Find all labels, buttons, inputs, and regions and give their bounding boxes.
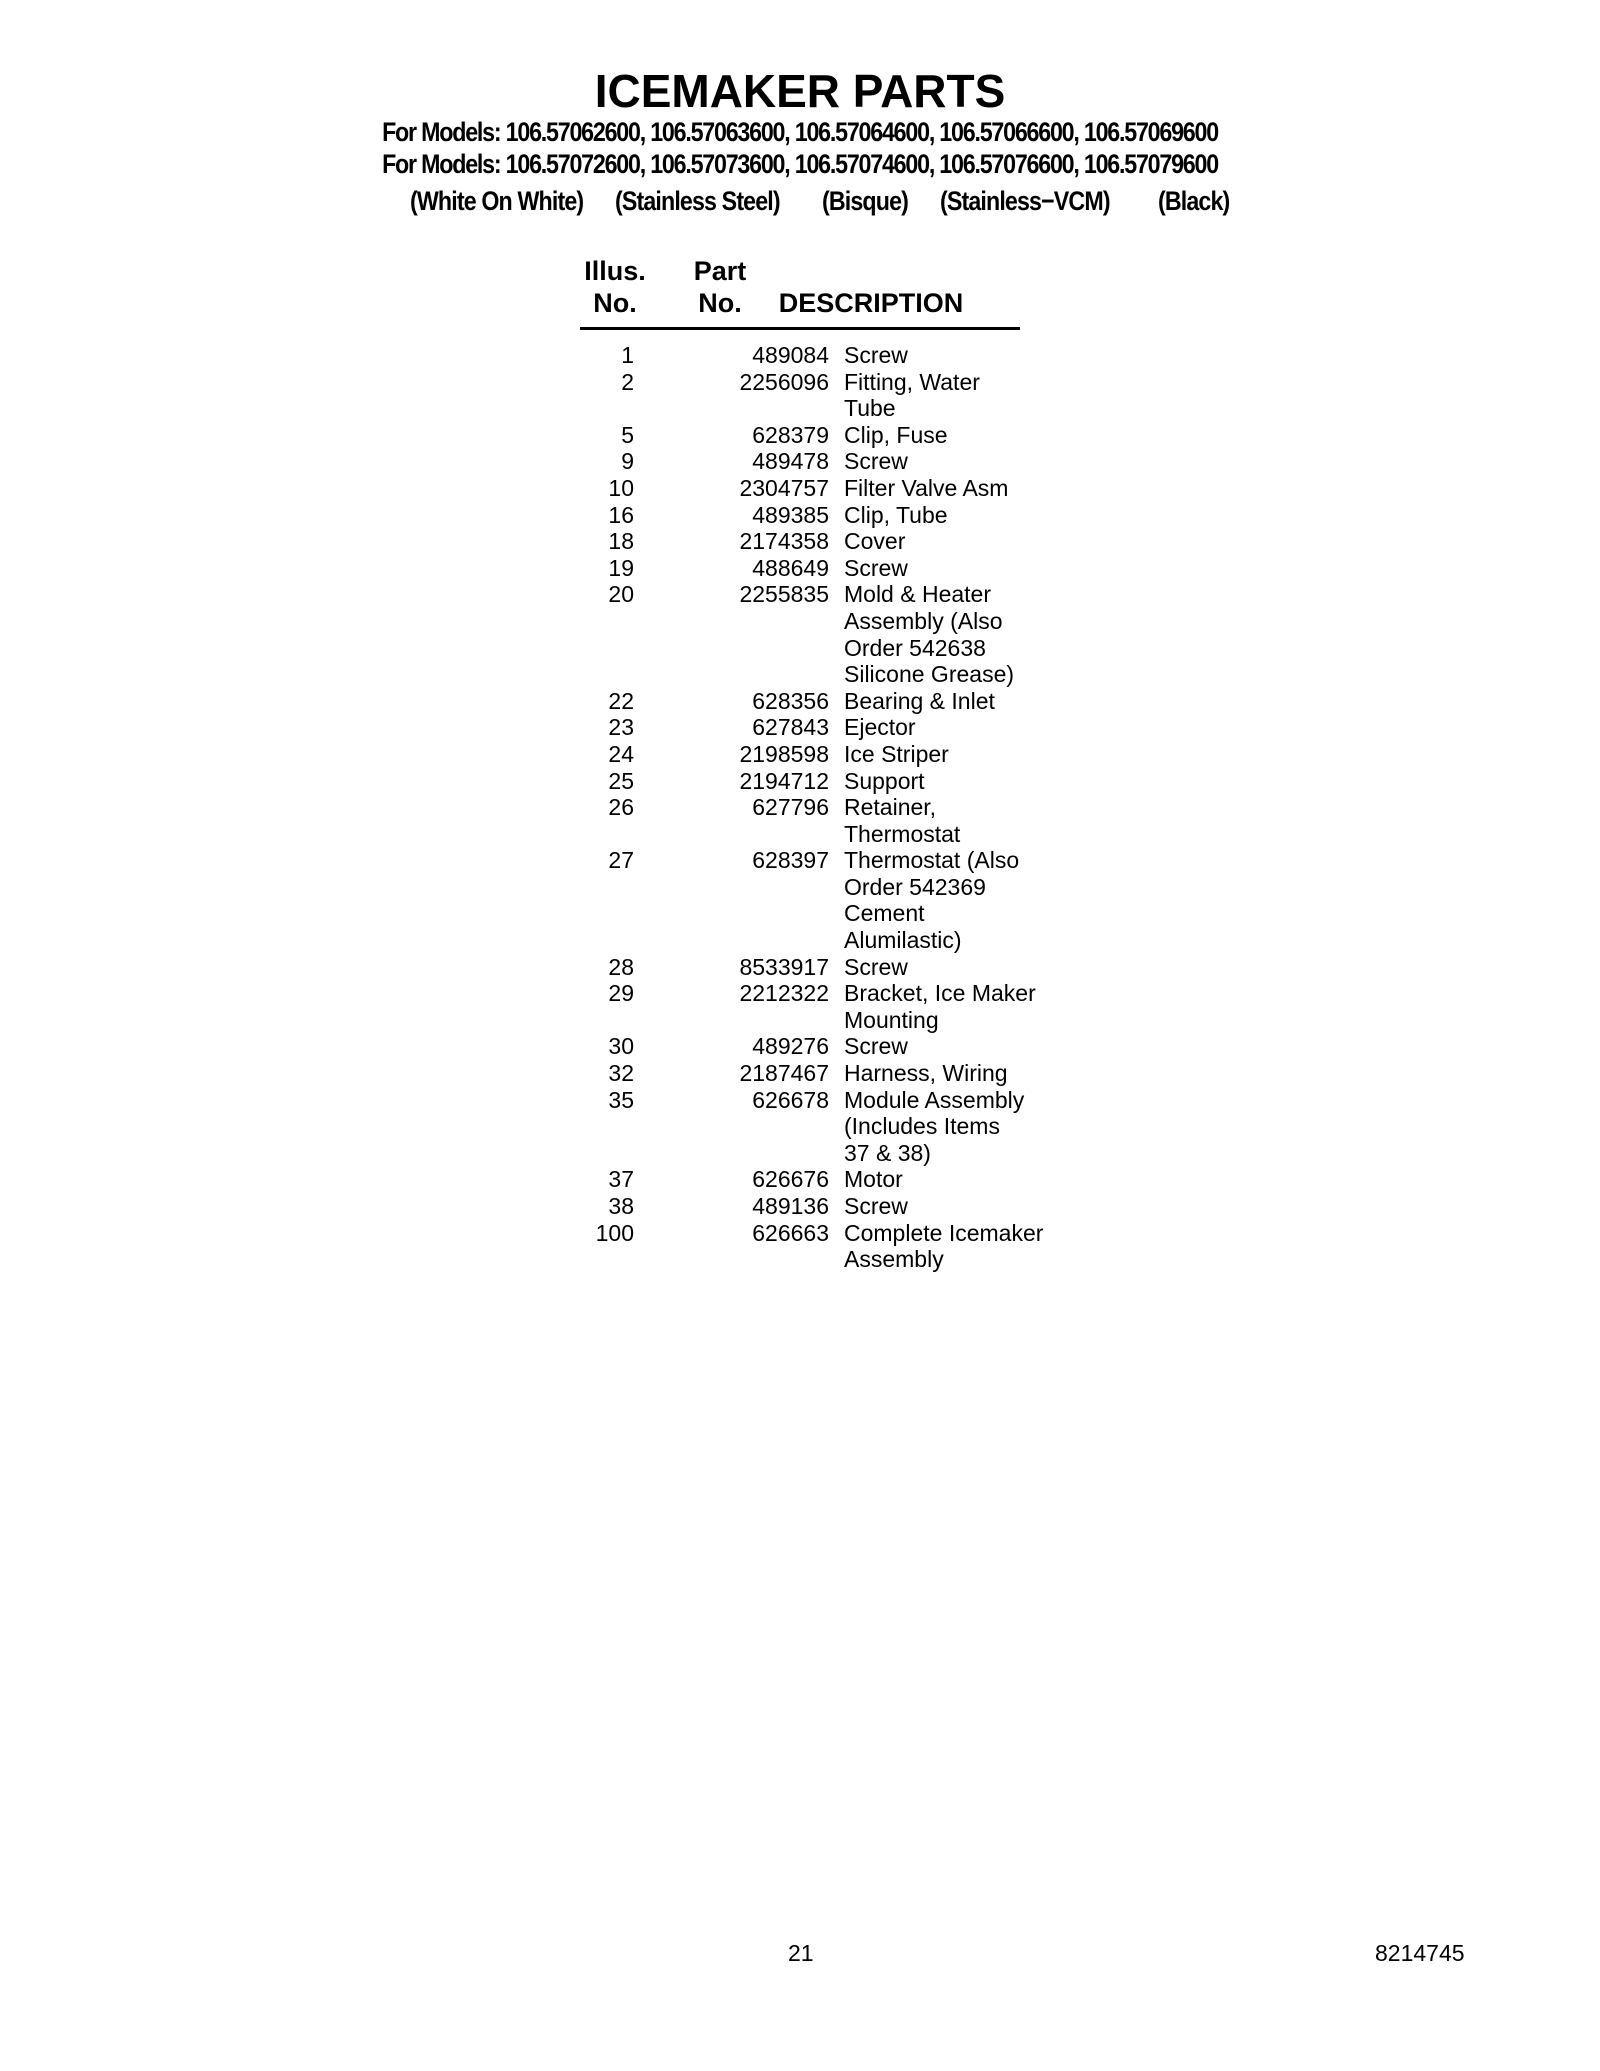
part-description xyxy=(844,1193,1054,1220)
description-line: 37 & 38) xyxy=(844,1139,931,1166)
illus-number: 100 xyxy=(595,1219,634,1246)
illus-number: 16 xyxy=(608,501,634,528)
illus-number: 10 xyxy=(608,474,634,501)
illus-number: 18 xyxy=(608,528,634,555)
part-number: 2187467 xyxy=(739,1060,829,1087)
description-line: Tube xyxy=(844,395,896,422)
page-title: ICEMAKER PARTS xyxy=(594,65,1006,117)
part-description xyxy=(844,528,1054,555)
table-row xyxy=(580,714,1040,741)
table-row xyxy=(580,980,1040,1033)
description-line: Thermostat xyxy=(844,820,961,847)
description-line: Assembly (Also xyxy=(844,607,1003,634)
part-number: 489385 xyxy=(752,501,829,528)
illus-number: 30 xyxy=(608,1033,634,1060)
illus-number: 35 xyxy=(608,1086,634,1113)
part-number: 8533917 xyxy=(739,953,829,980)
part-number: 2255835 xyxy=(739,581,829,608)
description-line: Screw xyxy=(844,1033,908,1060)
table-row xyxy=(580,555,1040,582)
variant-white-on-white: (White On White) xyxy=(410,186,584,216)
table-row xyxy=(580,688,1040,715)
part-description xyxy=(844,1087,1054,1167)
table-row xyxy=(580,1219,1044,1273)
table-row xyxy=(580,794,1040,847)
table-row xyxy=(580,528,1040,555)
description-line: Alumilastic) xyxy=(844,927,962,954)
table-row xyxy=(580,1087,1040,1167)
models-line-2: For Models: 106.57072600, 106.57073600, 106.57074600, 106.57076600, 106.57079600 xyxy=(382,149,1218,179)
part-description xyxy=(844,342,1054,369)
table-row xyxy=(580,475,1040,502)
table-row xyxy=(580,1166,1040,1193)
illus-number: 9 xyxy=(621,448,634,475)
description-line: Screw xyxy=(844,342,908,368)
illus-number: 1 xyxy=(621,342,634,368)
part-description xyxy=(844,714,1054,741)
description-line: Cover xyxy=(844,528,906,555)
table-row xyxy=(580,1193,1040,1220)
illus-number: 20 xyxy=(608,581,634,608)
part-number: 626663 xyxy=(752,1219,829,1246)
part-number: 626676 xyxy=(752,1166,829,1193)
part-number: 2256096 xyxy=(739,368,829,395)
illus-number: 29 xyxy=(608,980,634,1007)
header-part-line2: No. xyxy=(698,288,742,318)
part-description xyxy=(844,688,1054,715)
description-line: Fitting, Water xyxy=(844,368,980,395)
variant-stainless-steel: (Stainless Steel) xyxy=(615,186,780,216)
part-description xyxy=(844,741,1054,768)
part-number: 489478 xyxy=(752,448,829,475)
part-number: 627843 xyxy=(752,714,829,741)
part-description xyxy=(844,1166,1054,1193)
table-row xyxy=(580,342,1040,369)
part-description xyxy=(844,369,1054,422)
part-number: 628379 xyxy=(752,421,829,448)
description-line: Complete Icemaker xyxy=(844,1219,1044,1246)
illus-number: 23 xyxy=(608,714,634,741)
part-description xyxy=(844,1060,1054,1087)
part-number: 2194712 xyxy=(739,767,829,794)
description-line: Screw xyxy=(844,1193,908,1219)
table-row xyxy=(580,502,1040,529)
illus-number: 28 xyxy=(608,953,634,980)
description-line: Screw xyxy=(844,448,908,475)
document-number: 8214745 xyxy=(1375,1940,1465,1966)
illus-number: 38 xyxy=(608,1193,634,1219)
part-number: 2212322 xyxy=(739,980,829,1007)
part-number: 2174358 xyxy=(739,528,829,555)
part-number: 2198598 xyxy=(739,740,829,767)
part-description xyxy=(844,502,1054,529)
part-description xyxy=(844,954,1054,981)
models-line-1: For Models: 106.57062600, 106.57063600, 106.57064600, 106.57066600, 106.57069600 xyxy=(382,117,1218,147)
description-line: (Includes Items xyxy=(844,1113,1000,1140)
part-number: 2304757 xyxy=(739,474,829,501)
table-row xyxy=(580,847,1040,953)
description-line: Motor xyxy=(844,1166,903,1193)
variant-black: (Black) xyxy=(1158,186,1230,216)
part-description xyxy=(844,581,1054,687)
header-illus-line2: No. xyxy=(593,288,637,318)
part-description xyxy=(844,555,1054,582)
description-line: Ejector xyxy=(844,714,916,741)
part-description xyxy=(844,794,1054,847)
illus-number: 5 xyxy=(621,421,634,448)
illus-number: 37 xyxy=(608,1166,634,1193)
illus-number: 32 xyxy=(608,1060,634,1087)
illus-number: 27 xyxy=(608,847,634,874)
part-number: 489276 xyxy=(752,1033,829,1060)
description-line: Mold & Heater xyxy=(844,581,992,608)
description-line: Screw xyxy=(844,953,908,980)
description-line: Harness, Wiring xyxy=(844,1060,1008,1087)
header-illus-line1: Illus. xyxy=(584,256,646,286)
description-line: Bearing & Inlet xyxy=(844,687,995,714)
part-description xyxy=(844,768,1054,795)
description-line: Clip, Fuse xyxy=(844,421,948,448)
description-line: Ice Striper xyxy=(844,740,949,767)
description-line: Clip, Tube xyxy=(844,501,948,528)
illus-number: 26 xyxy=(608,794,634,821)
variant-bisque: (Bisque) xyxy=(822,186,908,216)
table-row xyxy=(580,741,1040,768)
description-line: Support xyxy=(844,767,925,794)
description-line: Thermostat (Also xyxy=(844,847,1020,874)
table-row xyxy=(580,1033,1040,1060)
description-line: Bracket, Ice Maker xyxy=(844,980,1036,1007)
part-description xyxy=(844,448,1054,475)
part-number: 626678 xyxy=(752,1086,829,1113)
illus-number: 24 xyxy=(608,740,634,767)
part-number: 489136 xyxy=(752,1193,829,1219)
description-line: Module Assembly xyxy=(844,1086,1025,1113)
part-number: 488649 xyxy=(752,554,829,581)
table-row xyxy=(580,954,1040,981)
table-row xyxy=(580,1060,1040,1087)
description-line: Filter Valve Asm xyxy=(844,474,1009,501)
header-part-line1: Part xyxy=(693,256,747,286)
part-description xyxy=(844,980,1054,1033)
parts-table-body xyxy=(580,342,1044,1273)
part-number: 489084 xyxy=(752,342,829,368)
description-line: Cement xyxy=(844,900,925,927)
illus-number: 19 xyxy=(608,554,634,581)
page-number: 21 xyxy=(788,1940,814,1966)
description-line: Assembly xyxy=(844,1246,944,1273)
part-description xyxy=(844,847,1054,953)
table-row xyxy=(580,422,1040,449)
description-line: Order 542369 xyxy=(844,873,986,900)
illus-number: 2 xyxy=(621,368,634,395)
description-line: Order 542638 xyxy=(844,634,986,661)
part-number: 627796 xyxy=(752,794,829,821)
description-line: Silicone Grease) xyxy=(844,661,1015,688)
part-number: 628397 xyxy=(752,847,829,874)
illus-number: 22 xyxy=(608,687,634,714)
part-description xyxy=(844,1220,1054,1273)
table-row xyxy=(580,581,1040,687)
table-row xyxy=(580,448,1040,475)
header-description: DESCRIPTION xyxy=(778,288,964,318)
part-description xyxy=(844,475,1054,502)
description-line: Screw xyxy=(844,554,908,581)
part-number: 628356 xyxy=(752,687,829,714)
parts-table-header xyxy=(580,255,1020,330)
part-description xyxy=(844,1033,1054,1060)
description-line: Retainer, xyxy=(844,794,937,821)
variant-stainless-vcm: (Stainless−VCM) xyxy=(940,186,1110,216)
part-description xyxy=(844,422,1054,449)
description-line: Mounting xyxy=(844,1006,939,1033)
table-row xyxy=(580,369,1040,422)
table-row xyxy=(580,768,1040,795)
illus-number: 25 xyxy=(608,767,634,794)
